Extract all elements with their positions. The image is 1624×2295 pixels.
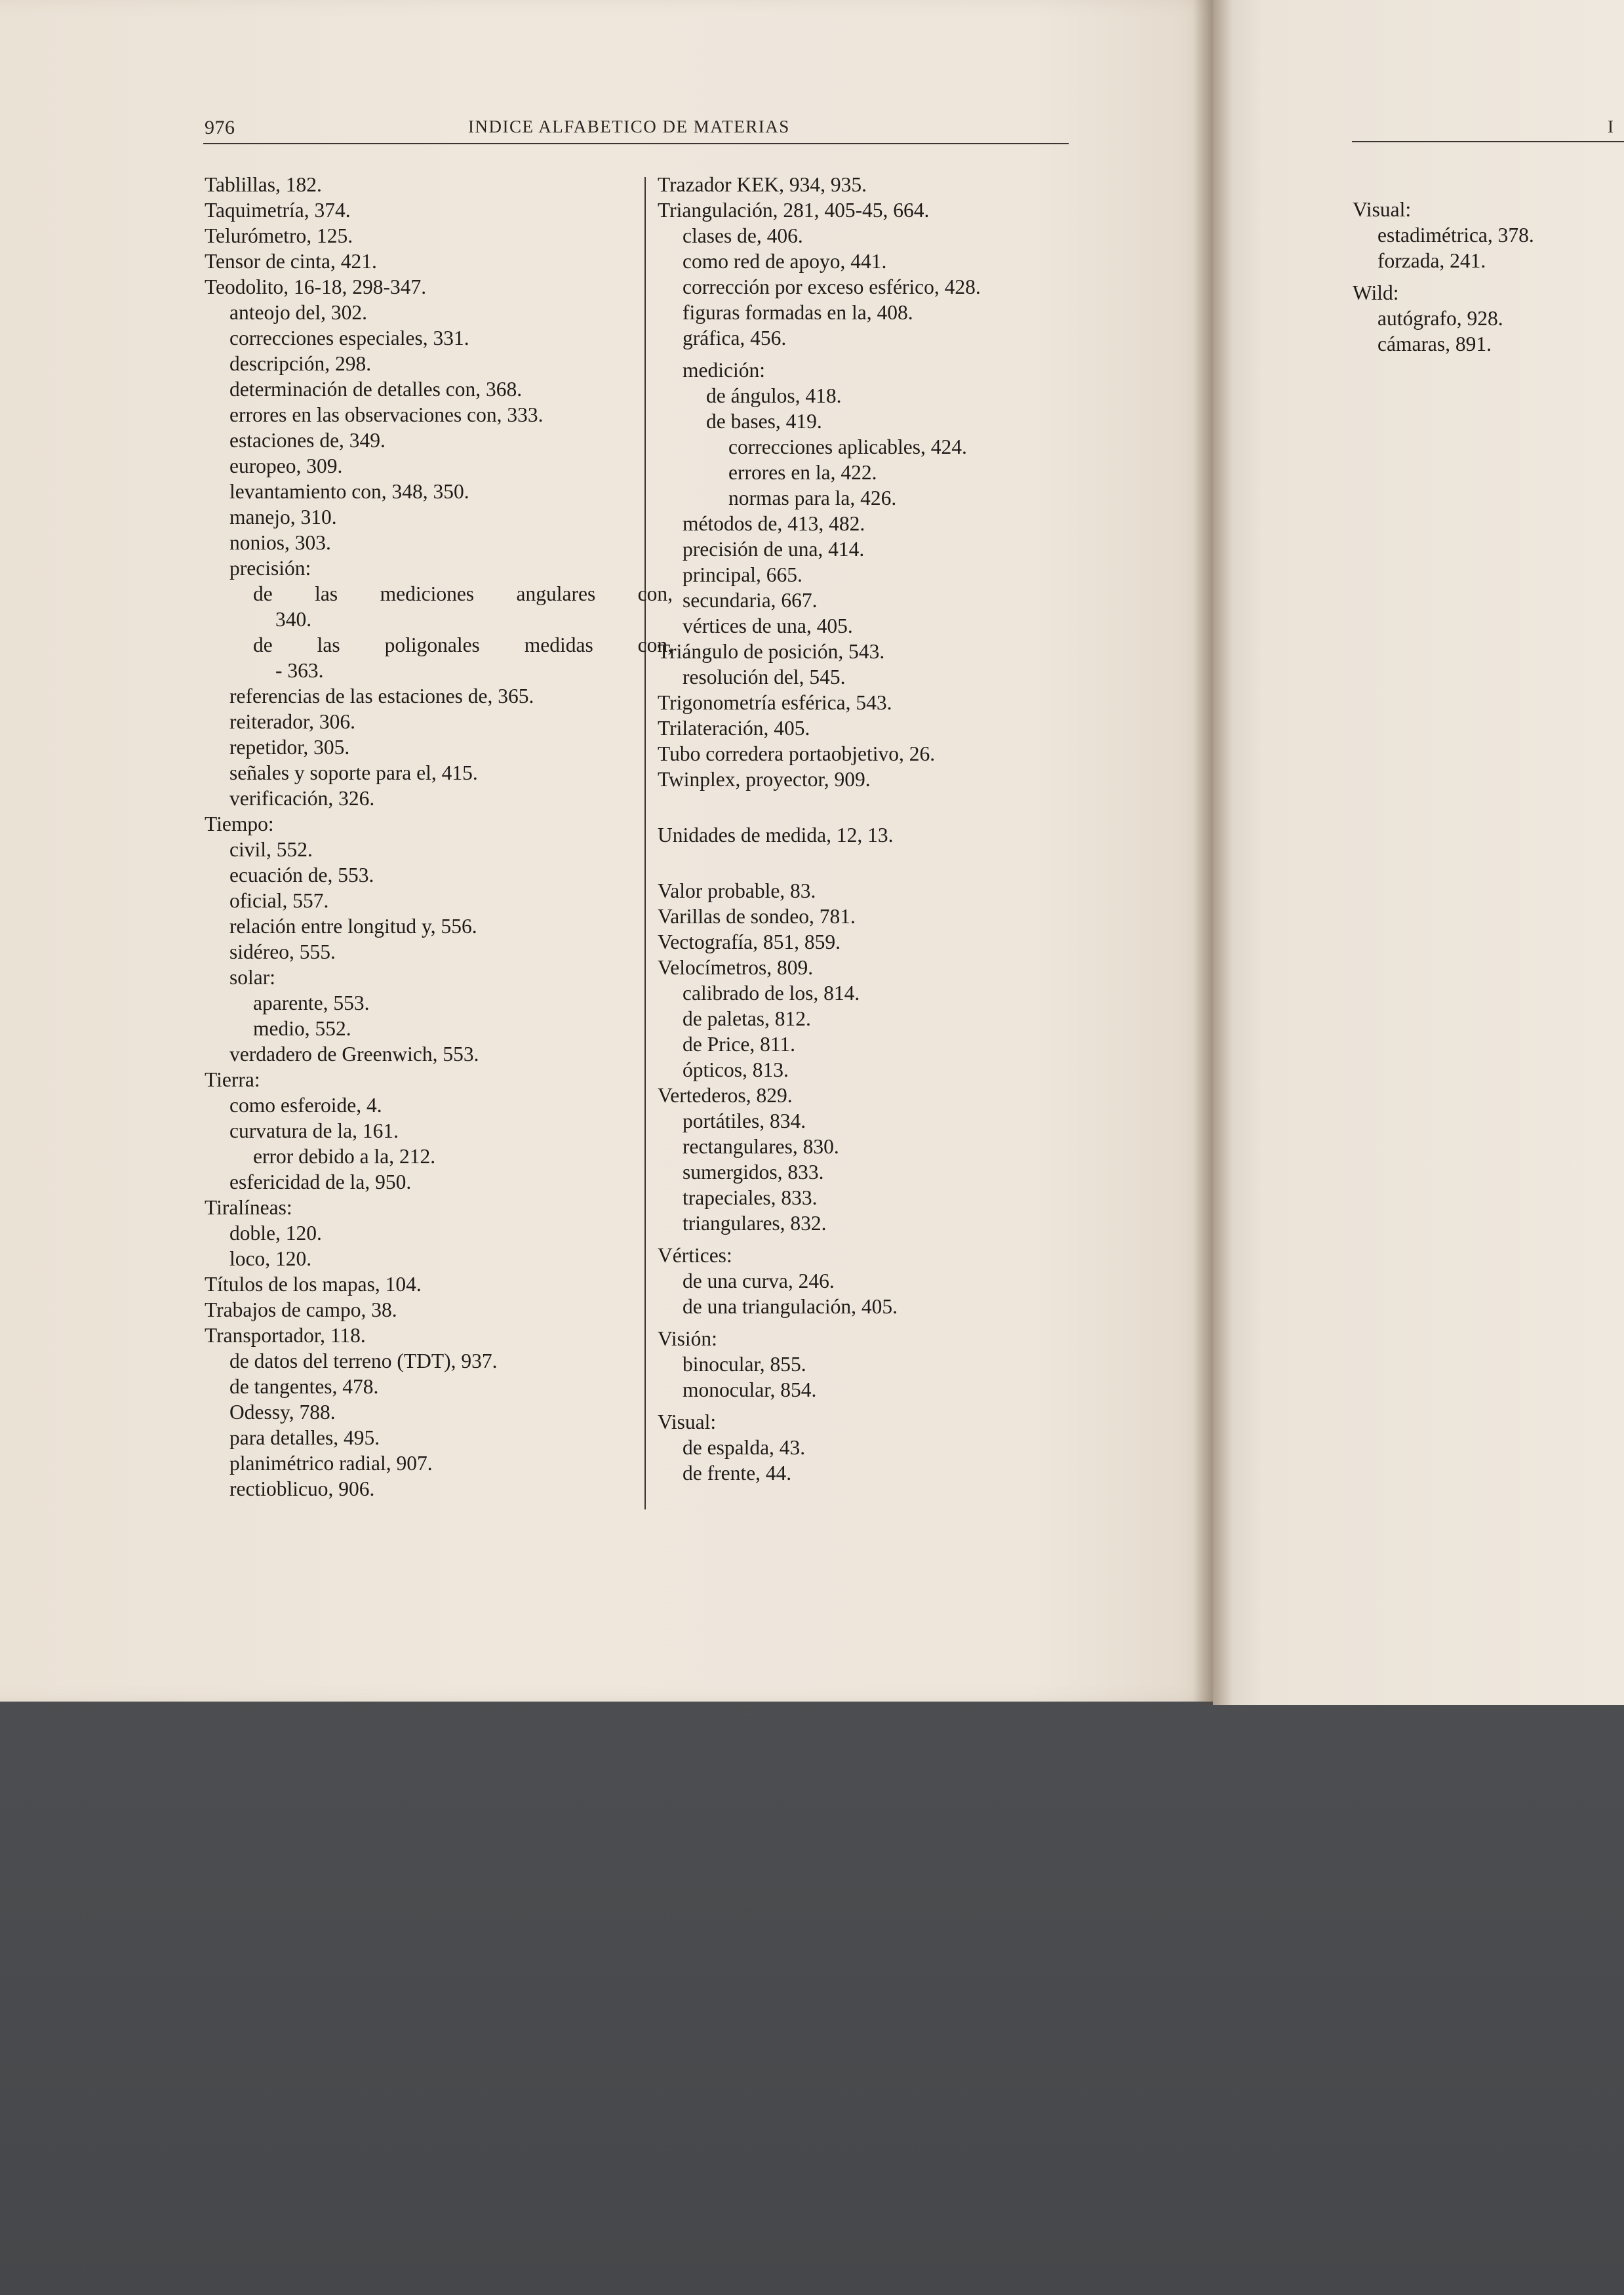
index-column-3 — [1353, 197, 1534, 357]
index-entry-text: verificación, 326. — [229, 787, 375, 810]
index-entry-text: error debido a la, 212. — [253, 1145, 436, 1168]
index-entry-text: oficial, 557. — [229, 889, 329, 912]
index-entry-text: Wild: — [1353, 281, 1399, 304]
index-column-1 — [205, 172, 673, 1502]
index-subentry — [205, 862, 673, 888]
index-entry-text: de bases, 419. — [706, 410, 822, 433]
index-entry-text: figuras formadas en la, 408. — [683, 301, 913, 324]
index-subentry — [205, 658, 673, 683]
index-subentry — [658, 1057, 981, 1083]
index-entry — [658, 955, 981, 980]
index-entry — [658, 690, 981, 715]
index-entry-text: manejo, 310. — [229, 506, 337, 529]
index-subentry — [658, 249, 981, 274]
index-subentry — [205, 683, 673, 709]
index-entry-text: relación entre longitud y, 556. — [229, 915, 477, 938]
index-entry-text: señales y soporte para el, 415. — [229, 761, 478, 784]
index-entry-text: de datos del terreno (TDT), 937. — [229, 1349, 498, 1372]
index-entry-text: curvatura de la, 161. — [229, 1119, 399, 1142]
index-subentry — [205, 734, 673, 760]
index-subentry — [1353, 331, 1534, 357]
index-subentry — [205, 1476, 673, 1502]
index-entry-text: planimétrico radial, 907. — [229, 1452, 433, 1475]
index-entry — [658, 1409, 981, 1435]
index-entry-text: Tensor de cinta, 421. — [205, 250, 377, 273]
index-entry-text: Transportador, 118. — [205, 1324, 366, 1347]
index-spacer — [658, 1403, 981, 1409]
index-spacer — [658, 1236, 981, 1243]
index-subentry — [658, 223, 981, 249]
header-rule-right — [1352, 141, 1624, 142]
index-entry — [658, 929, 981, 955]
index-entry — [658, 767, 981, 792]
index-subentry — [658, 1134, 981, 1159]
index-entry-text: esfericidad de la, 950. — [229, 1170, 412, 1193]
index-entry-text: de las mediciones angulares con, — [253, 582, 673, 605]
index-entry-text: resolución del, 545. — [683, 666, 846, 688]
index-entry-text: sidéreo, 555. — [229, 940, 336, 963]
index-entry-text: repetidor, 305. — [229, 736, 350, 759]
index-subentry — [205, 1399, 673, 1425]
index-entry-text: errores en la, 422. — [728, 461, 877, 484]
index-entry — [1353, 280, 1534, 306]
index-entry-text: Twinplex, proyector, 909. — [658, 768, 871, 791]
index-entry-text: precisión: — [229, 557, 311, 580]
index-entry-text: aparente, 553. — [253, 991, 370, 1014]
index-entry-text: verdadero de Greenwich, 553. — [229, 1043, 479, 1066]
index-subentry — [1353, 222, 1534, 248]
index-entry-text: sumergidos, 833. — [683, 1161, 824, 1184]
index-entry-text: de espalda, 43. — [683, 1436, 806, 1459]
index-subentry — [1353, 306, 1534, 331]
header-rule-left — [203, 143, 1069, 144]
index-subentry — [205, 888, 673, 913]
index-subentry — [658, 1031, 981, 1057]
index-entry-text: reiterador, 306. — [229, 710, 356, 733]
index-entry-text: como esferoide, 4. — [229, 1094, 382, 1117]
index-entry — [658, 1243, 981, 1268]
index-entry-text: Valor probable, 83. — [658, 879, 816, 902]
index-subentry — [205, 1016, 673, 1041]
index-entry-text: correcciones aplicables, 424. — [728, 435, 967, 458]
index-subentry — [205, 709, 673, 734]
index-subentry — [658, 409, 981, 434]
index-entry-text: Triángulo de posición, 543. — [658, 640, 885, 663]
index-subentry — [205, 325, 673, 351]
index-entry-text: binocular, 855. — [683, 1353, 806, 1376]
index-entry-text: de una curva, 246. — [683, 1269, 835, 1292]
index-entry-text: de ángulos, 418. — [706, 384, 842, 407]
index-entry — [658, 715, 981, 741]
index-entry-text: clases de, 406. — [683, 224, 803, 247]
index-entry-text: normas para la, 426. — [728, 487, 897, 509]
index-entry-text: Tierra: — [205, 1068, 260, 1091]
index-entry-text: ópticos, 813. — [683, 1058, 789, 1081]
index-subentry — [205, 1092, 673, 1118]
index-entry-text: referencias de las estaciones de, 365. — [229, 685, 534, 708]
index-entry-text: Trigonometría esférica, 543. — [658, 691, 892, 714]
index-entry — [658, 1083, 981, 1108]
index-subentry — [205, 376, 673, 402]
index-entry-text: Vértices: — [658, 1244, 732, 1267]
index-subentry — [658, 1006, 981, 1031]
index-subentry — [658, 1185, 981, 1210]
index-entry — [658, 904, 981, 929]
index-subentry — [658, 1268, 981, 1294]
index-entry — [658, 822, 981, 848]
index-entry-text: Trilateración, 405. — [658, 717, 810, 740]
index-subentry — [658, 383, 981, 409]
index-subentry — [658, 434, 981, 460]
index-entry-text: 340. — [275, 608, 312, 631]
index-entry-text: estadimétrica, 378. — [1377, 224, 1534, 247]
running-title: INDICE ALFABETICO DE MATERIAS — [468, 117, 790, 136]
index-subentry — [658, 1435, 981, 1460]
index-subentry — [658, 613, 981, 639]
index-subentry — [658, 588, 981, 613]
index-subentry — [658, 562, 981, 588]
index-entry — [658, 639, 981, 664]
index-entry-text: Trazador KEK, 934, 935. — [658, 173, 867, 196]
index-subentry — [658, 274, 981, 300]
index-subentry — [658, 357, 981, 383]
index-subentry — [205, 632, 673, 658]
index-entry-text: anteojo del, 302. — [229, 301, 367, 324]
index-subentry — [205, 581, 673, 607]
index-entry — [205, 274, 673, 300]
index-entry-text: doble, 120. — [229, 1222, 322, 1245]
index-entry — [205, 1323, 673, 1348]
index-entry-text: de tangentes, 478. — [229, 1375, 379, 1398]
index-spacer — [658, 848, 981, 878]
index-column-2 — [658, 172, 981, 1486]
index-entry-text: principal, 665. — [683, 563, 802, 586]
index-subentry — [205, 1246, 673, 1271]
index-entry-text: de una triangulación, 405. — [683, 1295, 898, 1318]
index-entry — [205, 1297, 673, 1323]
index-entry — [658, 878, 981, 904]
index-entry-text: Velocímetros, 809. — [658, 956, 814, 979]
index-subentry — [658, 1377, 981, 1403]
index-subentry — [658, 460, 981, 485]
index-subentry — [205, 965, 673, 990]
index-subentry — [658, 980, 981, 1006]
index-entry-text: Odessy, 788. — [229, 1401, 336, 1424]
index-entry — [658, 741, 981, 767]
index-entry-text: Visión: — [658, 1327, 717, 1350]
index-entry — [205, 249, 673, 274]
running-title-right-fragment: I — [1608, 117, 1615, 136]
index-entry-text: Tubo corredera portaobjetivo, 26. — [658, 742, 936, 765]
index-entry-text: - 363. — [275, 659, 324, 682]
index-subentry — [205, 786, 673, 811]
index-subentry — [658, 664, 981, 690]
index-entry-text: medio, 552. — [253, 1017, 351, 1040]
index-entry-text: vértices de una, 405. — [683, 614, 853, 637]
index-subentry — [658, 511, 981, 536]
index-subentry — [1353, 248, 1534, 273]
index-subentry — [658, 1159, 981, 1185]
index-entry-text: Tiempo: — [205, 812, 274, 835]
index-subentry — [205, 1041, 673, 1067]
index-entry-text: civil, 552. — [229, 838, 313, 861]
index-subentry — [658, 485, 981, 511]
index-entry — [205, 197, 673, 223]
index-subentry — [658, 300, 981, 325]
index-entry — [205, 1271, 673, 1297]
index-entry-text: Varillas de sondeo, 781. — [658, 905, 856, 928]
index-spacer — [1353, 273, 1534, 280]
index-entry-text: de las poligonales medidas con, — [253, 633, 673, 656]
index-entry-text: corrección por exceso esférico, 428. — [683, 275, 981, 298]
index-entry-text: triangulares, 832. — [683, 1212, 827, 1235]
index-entry-text: portátiles, 834. — [683, 1109, 806, 1132]
index-spacer — [658, 351, 981, 357]
index-subentry — [205, 939, 673, 965]
index-subentry — [205, 453, 673, 479]
index-entry-text: Trabajos de campo, 38. — [205, 1298, 397, 1321]
index-subentry — [658, 1351, 981, 1377]
index-entry-text: rectangulares, 830. — [683, 1135, 839, 1158]
index-entry-text: solar: — [229, 966, 275, 989]
index-entry-text: rectioblicuo, 906. — [229, 1477, 375, 1500]
page-number: 976 — [205, 117, 235, 138]
index-entry-text: de frente, 44. — [683, 1462, 792, 1485]
index-entry-text: métodos de, 413, 482. — [683, 512, 865, 535]
index-subentry — [205, 300, 673, 325]
index-subentry — [205, 402, 673, 428]
index-subentry — [205, 428, 673, 453]
index-subentry — [205, 1450, 673, 1476]
index-spacer — [658, 1319, 981, 1326]
index-entry-text: levantamiento con, 348, 350. — [229, 480, 469, 503]
index-subentry — [205, 351, 673, 376]
index-entry-text: trapeciales, 833. — [683, 1186, 818, 1209]
index-entry-text: forzada, 241. — [1377, 249, 1486, 272]
index-entry-text: nonios, 303. — [229, 531, 331, 554]
index-subentry — [205, 1144, 673, 1169]
index-subentry — [658, 1210, 981, 1236]
index-entry-text: Visual: — [1353, 198, 1412, 221]
index-entry-text: Teodolito, 16-18, 298-347. — [205, 275, 427, 298]
index-entry-text: para detalles, 495. — [229, 1426, 380, 1449]
index-entry-text: Visual: — [658, 1410, 717, 1433]
index-entry-text: cámaras, 891. — [1377, 332, 1492, 355]
index-entry-text: Vectografía, 851, 859. — [658, 930, 841, 953]
index-subentry — [205, 530, 673, 555]
index-subentry — [205, 504, 673, 530]
index-subentry — [205, 1169, 673, 1195]
index-entry-text: descripción, 298. — [229, 352, 372, 375]
index-spacer — [658, 792, 981, 822]
index-entry — [205, 1195, 673, 1220]
index-subentry — [205, 913, 673, 939]
index-entry-text: medición: — [683, 359, 765, 382]
index-entry-text: determinación de detalles con, 368. — [229, 378, 523, 401]
index-entry-text: Taquimetría, 374. — [205, 199, 351, 222]
index-entry-text: autógrafo, 928. — [1377, 307, 1503, 330]
index-entry-text: Triangulación, 281, 405-45, 664. — [658, 199, 930, 222]
index-entry — [205, 172, 673, 197]
index-subentry — [205, 1220, 673, 1246]
index-entry-text: de Price, 811. — [683, 1033, 796, 1056]
index-subentry — [205, 1425, 673, 1450]
index-entry — [205, 811, 673, 837]
index-entry-text: Tablillas, 182. — [205, 173, 322, 196]
index-entry-text: monocular, 854. — [683, 1378, 817, 1401]
index-entry-text: como red de apoyo, 441. — [683, 250, 887, 273]
index-subentry — [205, 479, 673, 504]
index-subentry — [658, 1294, 981, 1319]
index-subentry — [658, 536, 981, 562]
index-subentry — [205, 1118, 673, 1144]
index-subentry — [205, 1374, 673, 1399]
index-subentry — [658, 325, 981, 351]
index-subentry — [658, 1460, 981, 1486]
index-entry-text: calibrado de los, 814. — [683, 982, 860, 1005]
index-entry — [1353, 197, 1534, 222]
index-entry-text: de paletas, 812. — [683, 1007, 811, 1030]
index-entry-text: Telurómetro, 125. — [205, 224, 353, 247]
index-entry-text: Vertederos, 829. — [658, 1084, 793, 1107]
index-entry-text: Tiralíneas: — [205, 1196, 292, 1219]
index-subentry — [658, 1108, 981, 1134]
index-entry-text: Unidades de medida, 12, 13. — [658, 824, 894, 847]
index-entry-text: loco, 120. — [229, 1247, 312, 1270]
index-entry-text: estaciones de, 349. — [229, 429, 386, 452]
index-subentry — [205, 760, 673, 786]
index-subentry — [205, 1348, 673, 1374]
index-entry-text: gráfica, 456. — [683, 327, 787, 349]
index-entry — [658, 1326, 981, 1351]
index-subentry — [205, 555, 673, 581]
index-subentry — [205, 990, 673, 1016]
index-entry-text: ecuación de, 553. — [229, 864, 374, 887]
index-entry-text: Títulos de los mapas, 104. — [205, 1273, 422, 1296]
index-entry-text: europeo, 309. — [229, 454, 343, 477]
index-entry — [205, 223, 673, 249]
book-gutter — [1193, 0, 1233, 1705]
index-entry-text: precisión de una, 414. — [683, 538, 865, 561]
index-entry — [205, 1067, 673, 1092]
index-subentry — [205, 837, 673, 862]
index-entry — [658, 172, 981, 197]
index-entry-text: secundaria, 667. — [683, 589, 818, 612]
index-subentry — [205, 607, 673, 632]
index-entry-text: errores en las observaciones con, 333. — [229, 403, 544, 426]
index-entry-text: correcciones especiales, 331. — [229, 327, 469, 349]
index-entry — [658, 197, 981, 223]
